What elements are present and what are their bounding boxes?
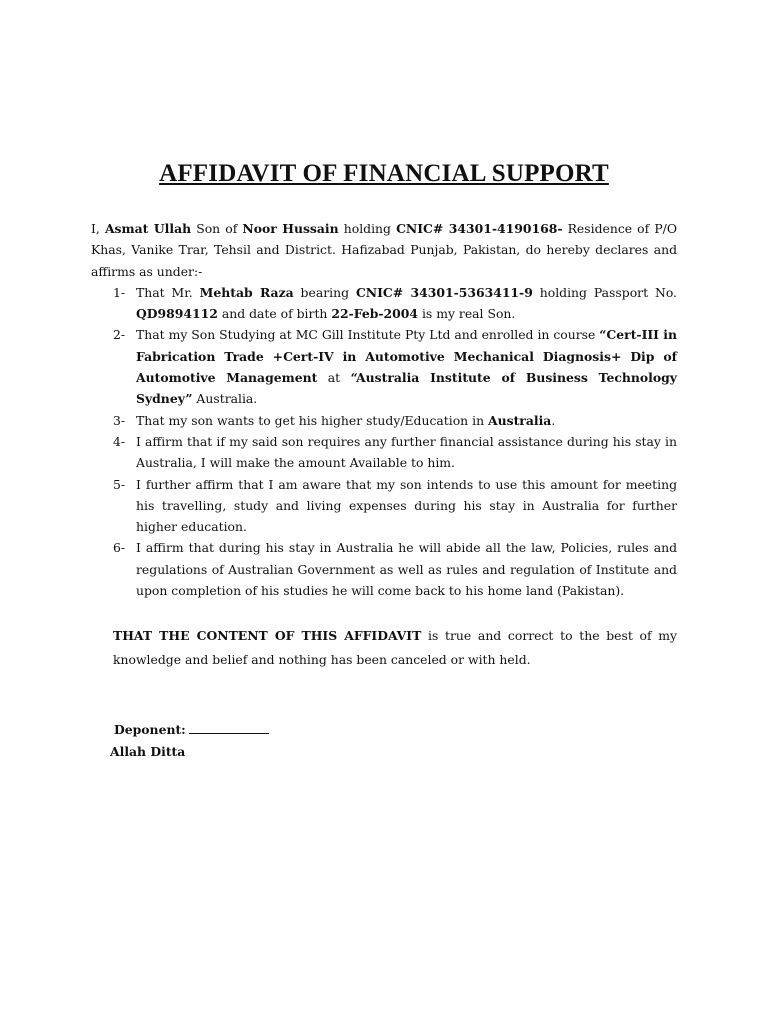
item-number: 3- <box>113 412 126 428</box>
affidavit-body <box>91 218 677 601</box>
passport-number: QD9894112 <box>136 306 218 322</box>
signature-line <box>189 722 269 734</box>
destination-country: Australia <box>487 412 552 428</box>
father-name: Noor Hussain <box>242 221 339 236</box>
item-number: 4- <box>113 433 126 449</box>
son-name: Mehtab Raza <box>199 284 294 300</box>
item-number: 2- <box>113 327 126 343</box>
deponent-label: Deponent: <box>114 722 186 737</box>
deponent-cnic: CNIC# 34301-4190168- <box>396 221 563 236</box>
intro-paragraph: I, Asmat Ullah Son of Noor Hussain holding CNIC# 34301-4190168- Residence of P/O Khas, Vanike Trar, Tehsil and District. Hafizabad Punjab, Pakistan, do hereby declares and affirms as under:- <box>91 221 677 279</box>
institute-name: “Australia Institute of Business Technology Sydney” <box>136 370 677 407</box>
declaration-list <box>91 282 677 601</box>
son-cnic: CNIC# 34301-5363411-9 <box>355 284 533 300</box>
closing-statement: THAT THE CONTENT OF THIS AFFIDAVIT is true and correct to the best of my knowledge and belief and nothing has been canceled or with held. <box>113 628 677 667</box>
document-title: AFFIDAVIT OF FINANCIAL SUPPORT <box>159 160 609 187</box>
list-item: 2- That my Son Studying at MC Gill Institute Pty Ltd and enrolled in course “Cert-III in Fabrication Trade +Cert-IV in Automotive Mechanical Diagnosis+ Dip of Automotive Management at “Australia Institute of Business Technology Sydney” Australia. <box>91 324 677 409</box>
list-item: 1- That Mr. Mehtab Raza bearing CNIC# 34301-5363411-9 holding Passport No. QD9894112 and date of birth 22-Feb-2004 is my real Son. <box>91 282 677 325</box>
list-item: 5- I further affirm that I am aware that my son intends to use this amount for meeting his travelling, study and living expenses during his stay in Australia for further higher education. <box>91 474 677 538</box>
date-of-birth: 22-Feb-2004 <box>331 306 419 322</box>
deponent-signature-block <box>114 722 269 737</box>
item-number: 6- <box>113 540 126 556</box>
item-number: 1- <box>113 284 126 300</box>
list-item: 3- That my son wants to get his higher study/Education in Australia. <box>91 410 677 431</box>
closing-bold-text: THAT THE CONTENT OF THIS AFFIDAVIT <box>113 628 422 643</box>
deponent-name: Allah Ditta <box>110 744 186 759</box>
deponent-name-inline: Asmat Ullah <box>104 221 192 236</box>
list-item: 4- I affirm that if my said son requires any further financial assistance during his stay in Australia, I will make the amount Available to him. <box>91 431 677 474</box>
list-item: 6- I affirm that during his stay in Australia he will abide all the law, Policies, rules and regulations of Australian Government as well as rules and regulation of Institute and upon completion of his studies he will come back to his home land (Pakistan). <box>91 537 677 601</box>
course-name: “Cert-III in Fabrication Trade +Cert-IV in Automotive Mechanical Diagnosis+ Dip of Automotive Management <box>136 327 677 386</box>
item-number: 5- <box>113 476 126 492</box>
